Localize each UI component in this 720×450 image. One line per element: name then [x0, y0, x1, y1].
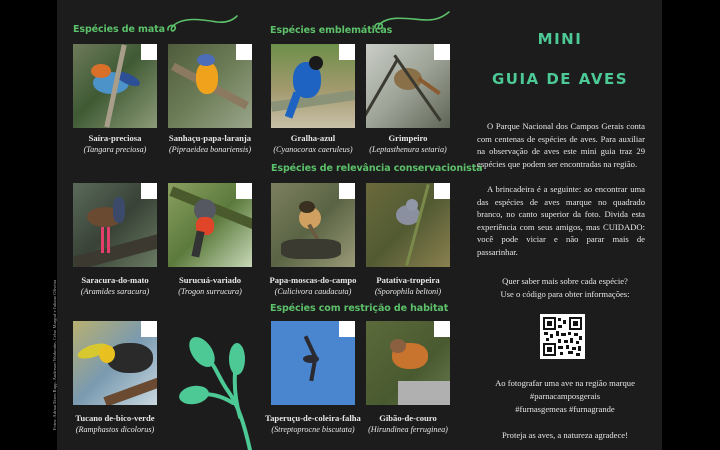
photo-patativa-tropeira — [366, 183, 450, 267]
photo-grimpeiro — [366, 44, 450, 128]
checkbox-square[interactable] — [339, 44, 355, 60]
squiggle-decoration-icon — [165, 12, 240, 34]
guide-title-main: GUIA DE AVES — [491, 70, 629, 88]
checkbox-square[interactable] — [339, 321, 355, 337]
caption-grimpeiro: Grimpeiro (Leptasthenura setaria) — [369, 133, 447, 154]
caption-gibao-de-couro: Gibão-de-couro (Hirundinea ferruginea) — [368, 413, 448, 434]
checkbox-square[interactable] — [339, 183, 355, 199]
caption-saira-preciosa: Saíra-preciosa (Tangara preciosa) — [83, 133, 147, 154]
closing-message: Proteja as aves, a natureza agradece! — [502, 430, 628, 440]
caption-sanhacu-papa-laranja: Sanhaçu-papa-laranja (Pipraeidea bonariensis) — [168, 133, 252, 154]
caption-gralha-azul: Gralha-azul (Cyanocorax caeruleus) — [273, 133, 353, 154]
photo-saira-preciosa — [73, 44, 157, 128]
photo-gralha-azul — [271, 44, 355, 128]
section-title-mata: Espécies de mata — [73, 24, 165, 35]
photo-papa-moscas-do-campo — [271, 183, 355, 267]
photo-surucua-variado — [168, 183, 252, 267]
caption-papa-moscas-do-campo: Papa-moscas-do-campo (Culicivora caudacuta) — [269, 275, 357, 296]
hashtag-parnacamposgerais[interactable]: #parnacamposgerais — [529, 391, 601, 401]
photo-sanhacu-papa-laranja — [168, 44, 252, 128]
section-title-emblematicas: Espécies emblemáticas — [270, 25, 393, 36]
checkbox-square[interactable] — [434, 321, 450, 337]
qr-hint: Use o código para obter informações: — [500, 289, 630, 299]
caption-surucua-variado: Surucuá-variado (Trogon surrucura) — [178, 275, 242, 296]
info-question: Quer saber mais sobre cada espécie? — [502, 276, 628, 286]
intro-paragraph: O Parque Nacional dos Campos Gerais conta com centenas de espécies de aves. Para auxiliar na observação de aves este mini guia traz 29 espécies que podem ser encontradas na região. — [477, 121, 645, 169]
caption-patativa-tropeira: Patativa-tropeira (Sporophila beltoni) — [374, 275, 442, 296]
caption-tucano-de-bico-verde: Tucano de-bico-verde (Ramphastos dicolorus) — [75, 413, 155, 434]
qr-code[interactable] — [540, 314, 585, 359]
checkbox-square[interactable] — [434, 44, 450, 60]
photo-saracura-do-mato — [73, 183, 157, 267]
checkbox-square[interactable] — [141, 44, 157, 60]
photo-credit: Fotos: Adrian Eisen Rupp, Anderson Warkentin, Celso Margraf e Juliano Oliveira — [52, 279, 57, 430]
checkbox-square[interactable] — [236, 44, 252, 60]
checkbox-square[interactable] — [141, 321, 157, 337]
hashtag-furnas[interactable]: #furnasgemeas #furnagrande — [515, 404, 615, 414]
caption-taperucu-de-coleira-falha: Taperuçu-de-coleira-falha (Streptoprocne biscutata) — [265, 413, 361, 434]
checkbox-square[interactable] — [141, 183, 157, 199]
checkbox-square[interactable] — [434, 183, 450, 199]
game-paragraph: A brincadeira é a seguinte: ao encontrar uma das espécies de aves marque no quadrado branco, no canto superior da foto. Divida esta experiência com seus amigos, mas CUIDADO: você pode viciar e não parar mais de passarinhar. — [477, 184, 645, 257]
caption-saracura-do-mato: Saracura-do-mato (Aramides saracura) — [80, 275, 150, 296]
checkbox-square[interactable] — [236, 183, 252, 199]
photo-gibao-de-couro — [366, 321, 450, 405]
photo-hint: Ao fotografar uma ave na região marque — [495, 378, 635, 388]
qr-code-icon — [540, 314, 585, 359]
photo-tucano-de-bico-verde — [73, 321, 157, 405]
section-title-habitat: Espécies com restrição de habitat — [270, 303, 449, 314]
photo-taperucu-de-coleira-falha — [271, 321, 355, 405]
guide-title-mini: MINI — [537, 30, 583, 48]
section-title-relevancia: Espécies de relevância conservacionista — [271, 163, 483, 174]
leaf-branch-decoration-icon — [178, 333, 263, 450]
